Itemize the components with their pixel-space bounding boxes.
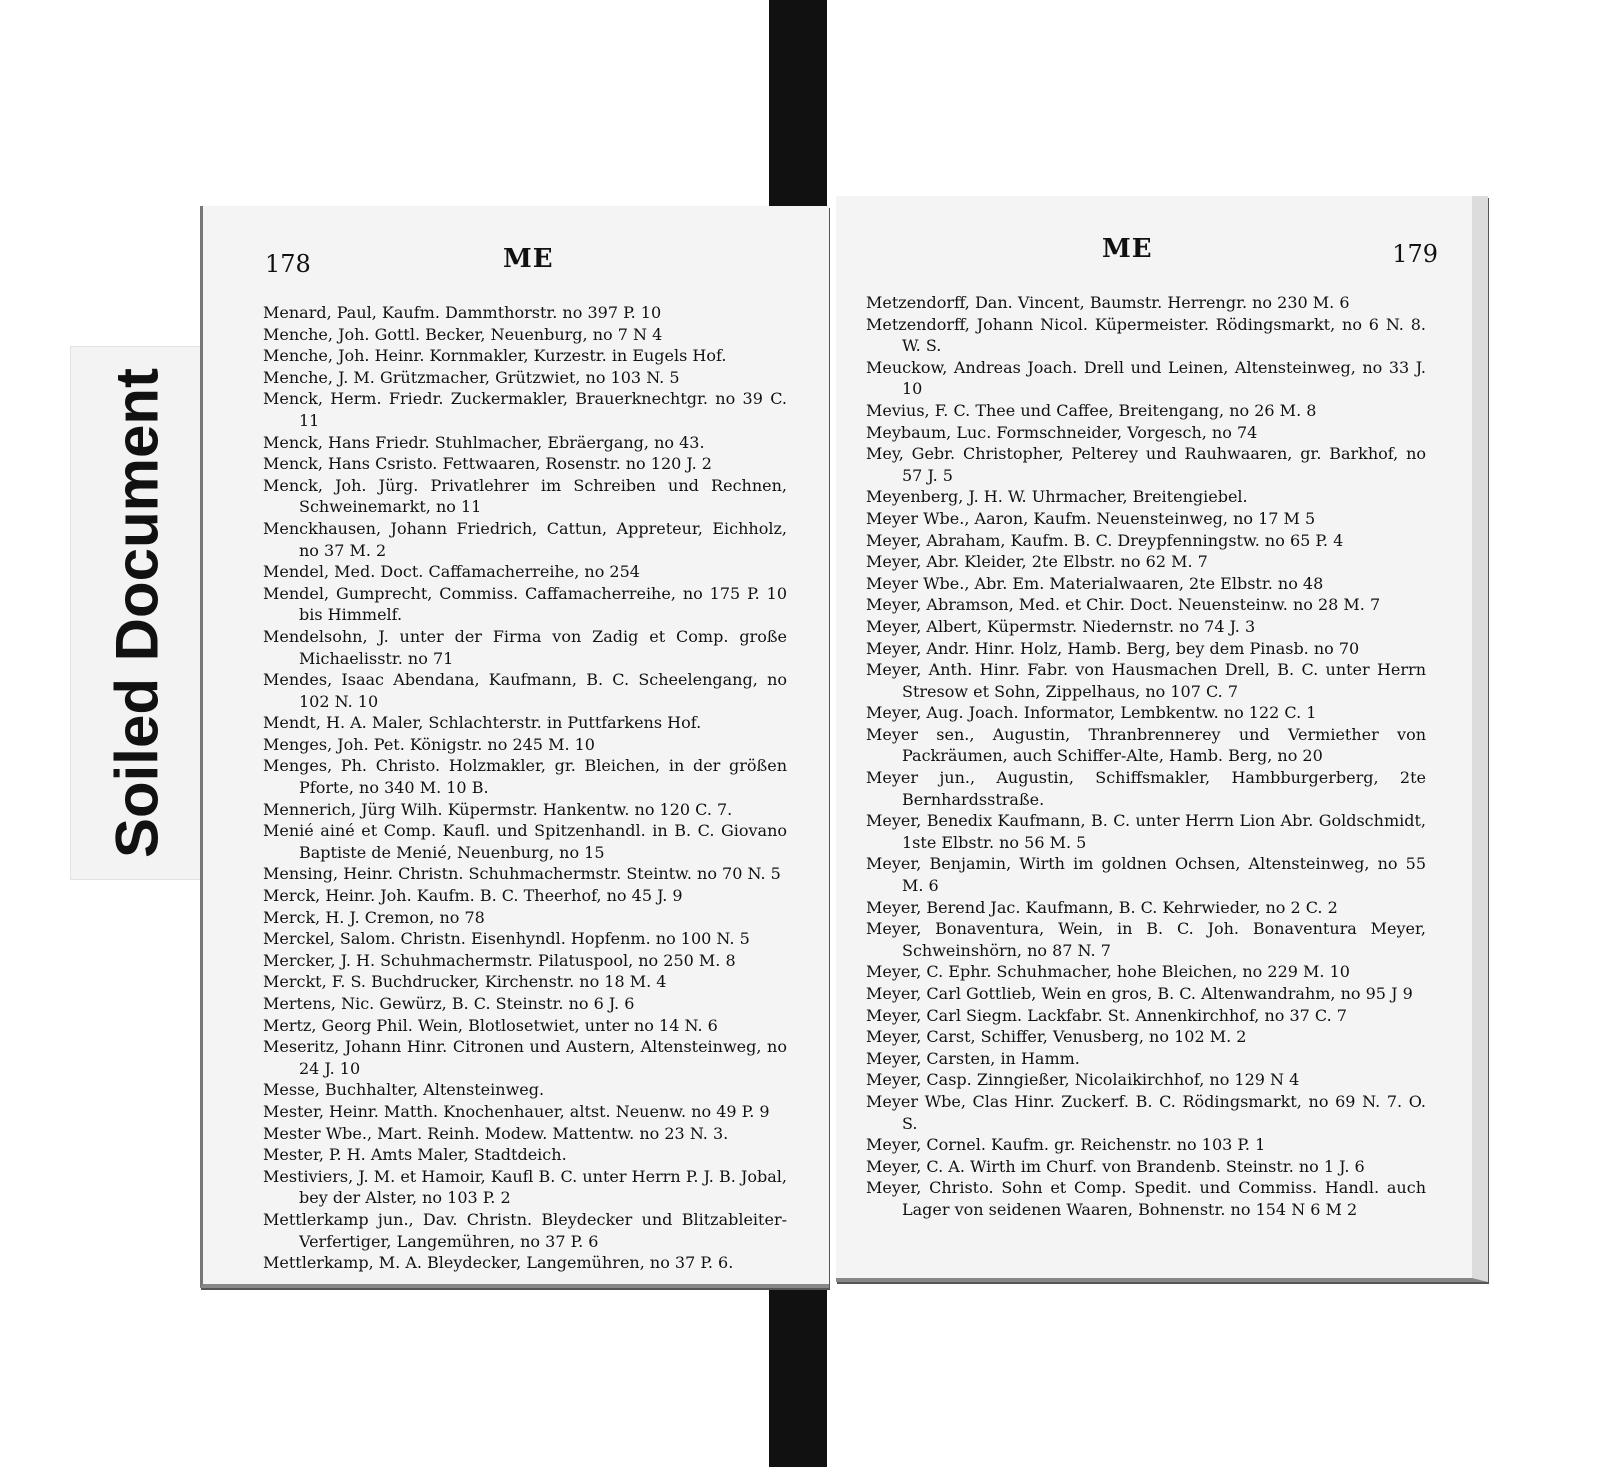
directory-entry: Meyer, Abramson, Med. et Chir. Doct. Neuensteinw. no 28 M. 7 (866, 595, 1381, 615)
directory-entry: Menck, Hans Friedr. Stuhlmacher, Ebräergang, no 43. (263, 432, 705, 452)
running-header-left: ME (503, 244, 554, 274)
directory-entry: Merck, H. J. Cremon, no 78 (263, 907, 485, 927)
directory-entry: Mettlerkamp jun., Dav. Christn. Bleydecker und Blitzableiter-Verfertiger, Langemühren, no 37 P. 6 (263, 1209, 787, 1251)
directory-entry: Mester Wbe., Mart. Reinh. Modew. Mattentw. no 23 N. 3. (263, 1123, 729, 1143)
directory-entry: Meyer jun., Augustin, Schiffsmakler, Hambburgerberg, 2te Bernhardsstraße. (866, 768, 1426, 809)
page-number-left: 178 (265, 250, 311, 278)
directory-entry: Meyer, Casp. Zinngießer, Nicolaikirchhof, no 129 N 4 (866, 1070, 1300, 1090)
directory-entry: Meyer, Albert, Küpermstr. Niedernstr. no 74 J. 3 (866, 616, 1256, 636)
directory-entry: Meyer, Anth. Hinr. Fabr. von Hausmachen Drell, B. C. unter Herrn Stresow et Sohn, Zippelhaus, no 107 C. 7 (866, 660, 1426, 701)
directory-entry: Mensing, Heinr. Christn. Schuhmachermstr. Steintw. no 70 N. 5 (263, 864, 781, 884)
directory-entry: Menard, Paul, Kaufm. Dammthorstr. no 397 P. 10 (263, 303, 662, 322)
directory-entry: Mertens, Nic. Gewürz, B. C. Steinstr. no 6 J. 6 (263, 994, 635, 1013)
directory-entry: Meyenberg, J. H. W. Uhrmacher, Breitengiebel. (866, 487, 1248, 507)
soiled-document-label: Soiled Document (103, 367, 171, 859)
directory-entry: Metzendorff, Johann Nicol. Küpermeister. Rödingsmarkt, no 6 N. 8. W. S. (866, 314, 1426, 356)
directory-entry: Mevius, F. C. Thee und Caffee, Breitengang, no 26 M. 8 (866, 400, 1317, 420)
directory-entry: Mendelsohn, J. unter der Firma von Zadig et Comp. große Michaelisstr. no 71 (263, 626, 787, 668)
directory-entry: Mester, Heinr. Matth. Knochenhauer, altst. Neuenw. no 49 P. 9 (263, 1101, 770, 1121)
directory-entry: Menges, Joh. Pet. Königstr. no 245 M. 10 (263, 734, 595, 754)
directory-entry: Mettlerkamp, M. A. Bleydecker, Langemühren, no 37 P. 6. (263, 1253, 734, 1273)
directory-entry: Meuckow, Andreas Joach. Drell und Leinen, Altensteinweg, no 33 J. 10 (866, 357, 1426, 399)
directory-entry: Meyer, Benedix Kaufmann, B. C. unter Herrn Lion Abr. Goldschmidt, 1ste Elbstr. no 56 M. 5 (866, 811, 1426, 852)
directory-entry: Menges, Ph. Christo. Holzmakler, gr. Bleichen, in der größen Pforte, no 340 M. 10 B. (263, 756, 787, 798)
directory-entry: Menié ainé et Comp. Kaufl. und Spitzenhandl. in B. C. Giovano Baptiste de Menié, Neuenburg, no 15 (263, 821, 787, 862)
directory-entry: Meyer, Abr. Kleider, 2te Elbstr. no 62 M. 7 (866, 552, 1208, 572)
directory-entry: Menckhausen, Johann Friedrich, Cattun, Appreteur, Eichholz, no 37 M. 2 (263, 518, 787, 560)
directory-entries-right (866, 292, 1426, 1221)
directory-entry: Mennerich, Jürg Wilh. Küpermstr. Hankentw. no 120 C. 7. (263, 799, 733, 819)
directory-entry: Meyer Wbe., Abr. Em. Materialwaaren, 2te Elbstr. no 48 (866, 573, 1324, 593)
directory-entry: Meyer, Carl Gottlieb, Wein en gros, B. C. Altenwandrahm, no 95 J 9 (866, 984, 1413, 1003)
directory-entry: Mendes, Isaac Abendana, Kaufmann, B. C. Scheelengang, no 102 N. 10 (263, 670, 787, 711)
directory-entry: Menche, J. M. Grützmacher, Grützwiet, no 103 N. 5 (263, 367, 680, 387)
page-number-right: 179 (1392, 240, 1438, 268)
directory-entry: Messe, Buchhalter, Altensteinweg. (263, 1080, 545, 1100)
directory-entry: Menche, Joh. Heinr. Kornmakler, Kurzestr. in Eugels Hof. (263, 346, 727, 366)
directory-entry: Merckt, F. S. Buchdrucker, Kirchenstr. no 18 M. 4 (263, 972, 667, 992)
directory-entry: Meyer, Benjamin, Wirth im goldnen Ochsen, Altensteinweg, no 55 M. 6 (866, 854, 1426, 896)
soiled-document-stamp (70, 346, 204, 880)
directory-entry: Merck, Heinr. Joh. Kaufm. B. C. Theerhof, no 45 J. 9 (263, 886, 683, 906)
directory-entry: Meyer, Christo. Sohn et Comp. Spedit. und Commiss. Handl. auch Lager von seidenen Waaren, Bohnenstr. no 154 N 6 M 2 (866, 1178, 1426, 1219)
directory-entry: Meyer, Carl Siegm. Lackfabr. St. Annenkirchhof, no 37 C. 7 (866, 1005, 1347, 1025)
directory-entry: Meyer Wbe., Aaron, Kaufm. Neuensteinweg, no 17 M 5 (866, 508, 1316, 528)
directory-entry: Mendel, Med. Doct. Caffamacherreihe, no 254 (263, 562, 640, 582)
directory-entry: Meyer, C. Ephr. Schuhmacher, hohe Bleichen, no 229 M. 10 (866, 962, 1350, 982)
directory-entry: Menck, Herm. Friedr. Zuckermakler, Brauerknechtgr. no 39 C. 11 (263, 389, 787, 430)
left-page (200, 206, 829, 1288)
directory-entry: Metzendorff, Dan. Vincent, Baumstr. Herrengr. no 230 M. 6 (866, 293, 1350, 312)
directory-entry: Meyer, Cornel. Kaufm. gr. Reichenstr. no 103 P. 1 (866, 1135, 1266, 1155)
binding-strap-top (769, 0, 827, 208)
directory-entry: Mestiviers, J. M. et Hamoir, Kaufl B. C. unter Herrn P. J. B. Jobal, bey der Alster, no 103 P. 2 (263, 1166, 787, 1208)
binding-strap-bottom (769, 1276, 827, 1467)
directory-entry: Mester, P. H. Amts Maler, Stadtdeich. (263, 1145, 567, 1165)
directory-entry: Meybaum, Luc. Formschneider, Vorgesch, no 74 (866, 422, 1258, 442)
directory-entry: Meyer, Andr. Hinr. Holz, Hamb. Berg, bey dem Pinasb. no 70 (866, 638, 1360, 658)
directory-entry: Meyer, Berend Jac. Kaufmann, B. C. Kehrwieder, no 2 C. 2 (866, 897, 1338, 917)
right-page (836, 196, 1488, 1282)
directory-entry: Meyer, Bonaventura, Wein, in B. C. Joh. Bonaventura Meyer, Schweinshörn, no 87 N. 7 (866, 919, 1426, 960)
directory-entry: Menck, Hans Csristo. Fettwaaren, Rosenstr. no 120 J. 2 (263, 454, 712, 474)
directory-entry: Meyer, Carsten, in Hamm. (866, 1048, 1080, 1068)
directory-entry: Mey, Gebr. Christopher, Pelterey und Rauhwaaren, gr. Barkhof, no 57 J. 5 (866, 444, 1426, 485)
directory-entry: Meyer Wbe, Clas Hinr. Zuckerf. B. C. Rödingsmarkt, no 69 N. 7. O. S. (866, 1091, 1426, 1133)
directory-entry: Meyer, Carst, Schiffer, Venusberg, no 102 M. 2 (866, 1027, 1247, 1047)
directory-entry: Merckel, Salom. Christn. Eisenhyndl. Hopfenm. no 100 N. 5 (263, 929, 750, 949)
directory-entry: Meyer, Abraham, Kaufm. B. C. Dreypfenningstw. no 65 P. 4 (866, 530, 1344, 550)
directory-entry: Menche, Joh. Gottl. Becker, Neuenburg, no 7 N 4 (263, 324, 663, 344)
directory-entry: Mercker, J. H. Schuhmachermstr. Pilatuspool, no 250 M. 8 (263, 950, 736, 970)
directory-entries-left (263, 302, 787, 1274)
directory-entry: Meyer sen., Augustin, Thranbrennerey und Vermiether von Packräumen, auch Schiffer-Alte, Hamb. Berg, no 20 (866, 724, 1426, 766)
directory-entry: Meyer, Aug. Joach. Informator, Lembkentw. no 122 C. 1 (866, 703, 1317, 723)
directory-entry: Mertz, Georg Phil. Wein, Blotlosetwiet, unter no 14 N. 6 (263, 1015, 718, 1035)
directory-entry: Mendt, H. A. Maler, Schlachterstr. in Puttfarkens Hof. (263, 713, 702, 733)
directory-entry: Meyer, C. A. Wirth im Churf. von Brandenb. Steinstr. no 1 J. 6 (866, 1156, 1365, 1176)
running-header-right: ME (1102, 234, 1153, 264)
directory-entry: Meseritz, Johann Hinr. Citronen und Austern, Altensteinweg, no 24 J. 10 (263, 1037, 787, 1078)
directory-entry: Menck, Joh. Jürg. Privatlehrer im Schreiben und Rechnen, Schweinemarkt, no 11 (263, 475, 787, 517)
directory-entry: Mendel, Gumprecht, Commiss. Caffamacherreihe, no 175 P. 10 bis Himmelf. (263, 583, 787, 625)
